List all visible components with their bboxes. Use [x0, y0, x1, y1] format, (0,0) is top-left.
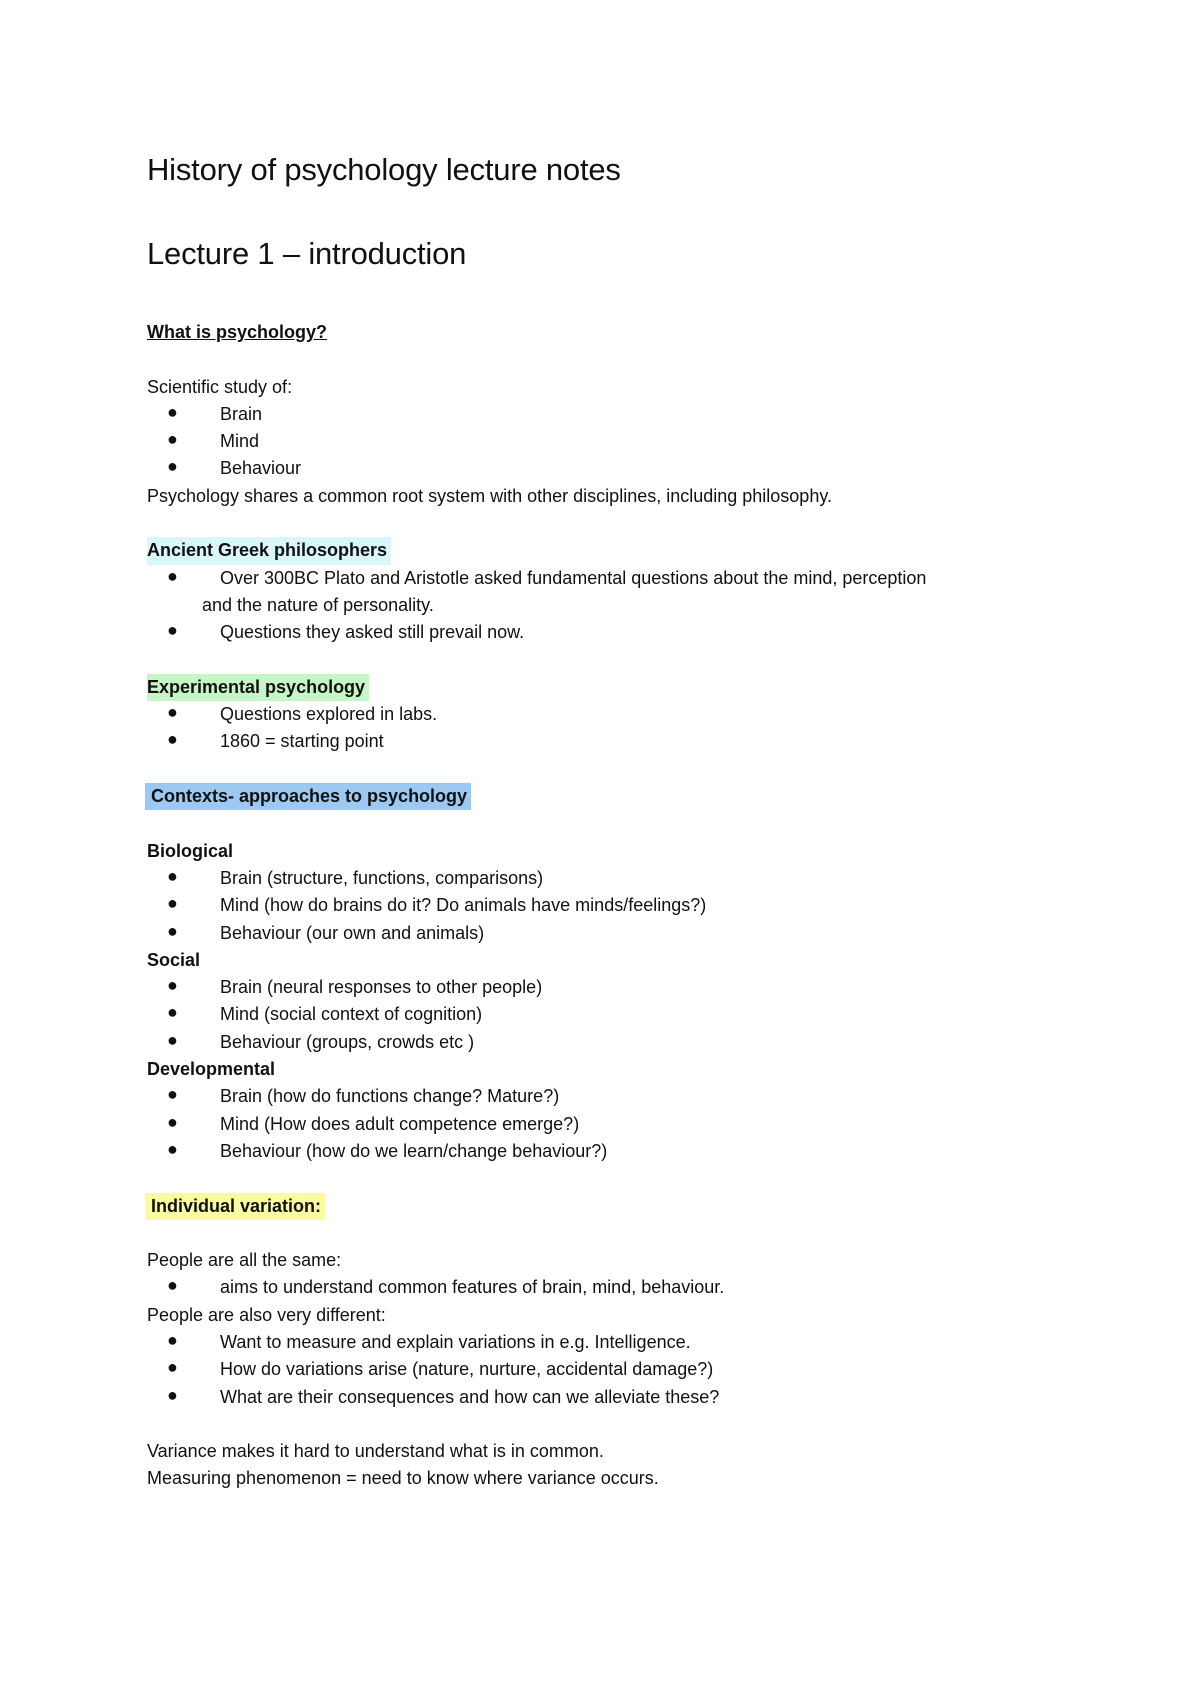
list-item: ● What are their consequences and how can we alleviate these? — [167, 1384, 720, 1407]
bullet-icon: ● — [167, 1029, 178, 1050]
bullet-icon: ● — [167, 456, 178, 477]
bullet-icon: ● — [167, 1002, 178, 1023]
bullet-icon: ● — [167, 429, 178, 450]
list-item: ● How do variations arise (nature, nurture, accidental damage?) — [167, 1357, 714, 1380]
bullet-icon: ● — [167, 920, 178, 941]
bullet-icon: ● — [167, 729, 178, 750]
biological-list — [147, 865, 1077, 947]
list-item: ● Behaviour (groups, crowds etc ) — [167, 1029, 475, 1052]
people-different-list — [147, 1329, 1077, 1411]
what-is-list — [147, 401, 1077, 483]
list-item: ● Brain — [167, 401, 263, 424]
bullet-icon: ● — [167, 1084, 178, 1105]
social-list — [147, 974, 1077, 1056]
list-item: ● Mind — [167, 429, 260, 452]
developmental-list — [147, 1083, 1077, 1165]
people-same-intro: People are all the same: — [147, 1250, 342, 1271]
ancient-greek-heading: Ancient Greek philosophers — [147, 537, 391, 564]
bullet-icon: ● — [167, 401, 178, 422]
bullet-icon: ● — [167, 620, 178, 641]
biological-heading: Biological — [147, 840, 234, 861]
root-system-note: Psychology shares a common root system with other disciplines, including philosophy. — [147, 485, 832, 506]
developmental-heading: Developmental — [147, 1059, 276, 1080]
people-same-list — [147, 1274, 1077, 1301]
list-item: ● Brain (how do functions change? Mature?) — [167, 1084, 560, 1107]
bullet-icon: ● — [167, 1357, 178, 1378]
list-item: ● Behaviour (how do we learn/change behaviour?) — [167, 1138, 608, 1161]
bullet-icon: ● — [167, 1111, 178, 1132]
document-title: History of psychology lecture notes — [147, 152, 621, 187]
bullet-icon: ● — [167, 865, 178, 886]
list-item: ● Behaviour — [167, 456, 302, 479]
ancient-list — [147, 565, 1077, 647]
bullet-icon: ● — [167, 1138, 178, 1159]
social-heading: Social — [147, 949, 201, 970]
list-item: ● Mind (How does adult competence emerge?) — [167, 1111, 580, 1134]
bullet-icon: ● — [167, 565, 178, 586]
list-item: ● Questions they asked still prevail now. — [167, 620, 525, 643]
list-item: ● Questions explored in labs. — [167, 702, 438, 725]
bullet-icon: ● — [167, 1329, 178, 1350]
variance-closing-2: Measuring phenomenon = need to know where variance occurs. — [147, 1468, 659, 1489]
contexts-heading: Contexts- approaches to psychology — [145, 783, 471, 810]
list-item: ● Brain (neural responses to other people) — [167, 975, 543, 998]
lecture-heading: Lecture 1 – introduction — [147, 236, 467, 271]
bullet-icon: ● — [167, 975, 178, 996]
scientific-study-intro: Scientific study of: — [147, 376, 293, 397]
list-item: ● 1860 = starting point — [167, 729, 384, 752]
experimental-list — [147, 701, 1077, 756]
bullet-icon: ● — [167, 1275, 178, 1296]
list-item: ● Behaviour (our own and animals) — [167, 920, 485, 943]
bullet-icon: ● — [167, 1384, 178, 1405]
bullet-icon: ● — [167, 702, 178, 723]
experimental-heading: Experimental psychology — [147, 674, 369, 701]
list-item: ● Mind (how do brains do it? Do animals have minds/feelings?) — [167, 893, 707, 916]
document-page — [147, 145, 1077, 1493]
what-is-psychology-heading: What is psychology? — [147, 322, 328, 342]
bullet-icon: ● — [167, 893, 178, 914]
list-item: ● Want to measure and explain variations in e.g. Intelligence. — [167, 1329, 691, 1352]
variance-closing-1: Variance makes it hard to understand what is in common. — [147, 1441, 604, 1462]
list-item: ● Over 300BC Plato and Aristotle asked fundamental questions about the mind, perception and the nature of personality. — [167, 565, 927, 615]
list-item: ● Mind (social context of cognition) — [167, 1002, 483, 1025]
list-item: ● aims to understand common features of brain, mind, behaviour. — [167, 1275, 725, 1298]
individual-variation-heading: Individual variation: — [145, 1193, 325, 1220]
people-different-intro: People are also very different: — [147, 1304, 386, 1325]
list-item: ● Brain (structure, functions, comparisons) — [167, 865, 544, 888]
